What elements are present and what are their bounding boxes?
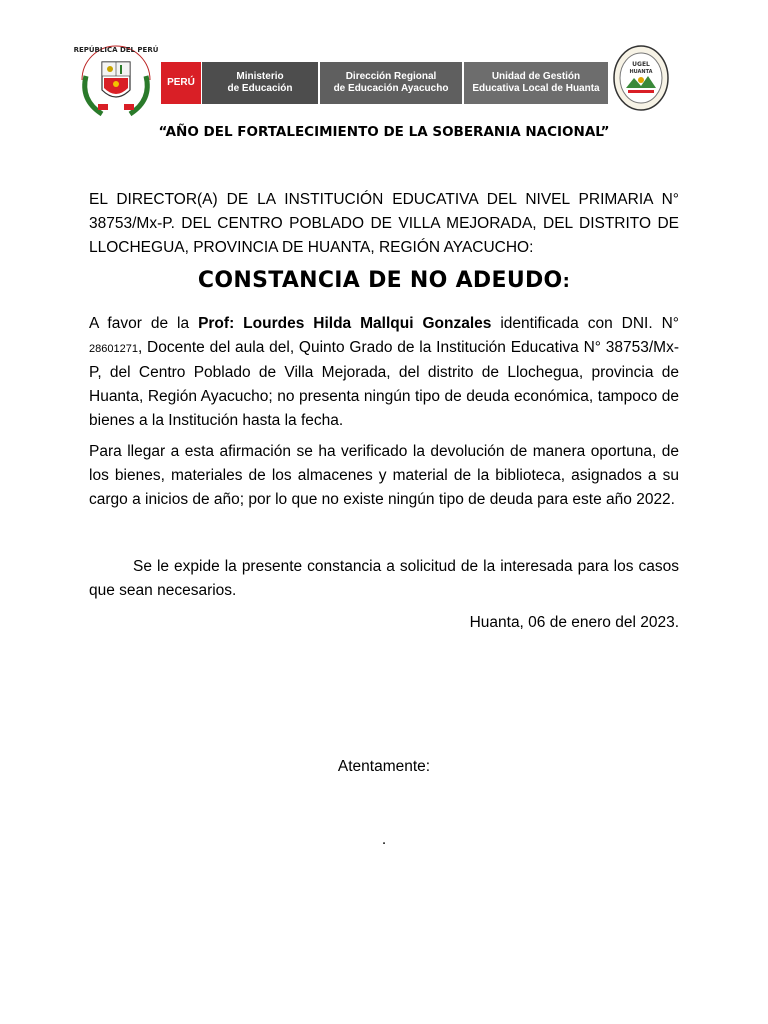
ugel-line2: Educativa Local de Huanta	[472, 83, 600, 94]
ministerio-line1: Ministerio	[236, 71, 284, 82]
para1-rest: , Docente del aula del, Quinto Grado de la Institución Educativa N° 38753/Mx-P, del Centro Poblado de Villa Mejorada, del distrito de Llochegua, provincia de Huanta, Región Ayacucho; no presenta ningún tipo de deuda económica, tampoco de bienes a la Institución hasta la fecha.	[89, 339, 679, 429]
ugel-huanta-logo-icon	[612, 44, 670, 112]
certification-paragraph	[89, 312, 679, 433]
peru-banner: PERÚ	[161, 62, 201, 104]
svg-text:UGEL: UGEL	[632, 61, 650, 68]
intro-paragraph: EL DIRECTOR(A) DE LA INSTITUCIÓN EDUCATIVA DEL NIVEL PRIMARIA N° 38753/Mx-P. DEL CENTRO POBLADO DE VILLA MEJORADA, DEL DISTRITO DE LLOCHEGUA, PROVINCIA DE HUANTA, REGIÓN AYACUCHO:	[89, 191, 679, 256]
verification-paragraph: Para llegar a esta afirmación se ha verificado la devolución de manera oportuna, de los bienes, materiales de los almacenes y material de la biblioteca, asignados a su cargo a inicios de año; por lo que no existe ningún tipo de deuda para este año 2022.	[89, 443, 679, 508]
date-line: Huanta, 06 de enero del 2023.	[469, 614, 679, 631]
title-colon: :	[562, 271, 571, 292]
ugel-banner	[464, 62, 608, 104]
svg-text:REPÚBLICA DEL PERÚ: REPÚBLICA DEL PERÚ	[73, 46, 159, 54]
year-motto: “AÑO DEL FORTALECIMIENTO DE LA SOBERANIA NACIONAL”	[158, 124, 610, 140]
closing-text: Atentamente:	[337, 758, 431, 775]
teacher-name: Prof: Lourdes Hilda Mallqui Gonzales	[198, 315, 492, 332]
dni-number: 28601271	[89, 343, 138, 355]
para1-prefix: A favor de la	[89, 315, 199, 332]
svg-text:HUANTA: HUANTA	[629, 69, 653, 75]
ugel-line1: Unidad de Gestión	[491, 71, 581, 82]
issuance-paragraph: Se le expide la presente constancia a solicitud de la interesada para los casos que sean necesarios.	[89, 558, 679, 599]
document-title	[0, 268, 768, 293]
letterhead	[0, 38, 768, 118]
title-text: CONSTANCIA DE NO ADEUDO	[197, 268, 563, 293]
signature-dot: .	[381, 831, 387, 848]
dre-banner	[320, 62, 462, 104]
ministerio-banner	[202, 62, 318, 104]
dre-line1: Dirección Regional	[345, 71, 437, 82]
ministerio-line2: de Educación	[227, 83, 293, 94]
para1-mid: identificada con DNI. N°	[491, 315, 679, 332]
peru-coat-of-arms-icon	[72, 40, 160, 118]
dre-line2: de Educación Ayacucho	[333, 83, 449, 94]
